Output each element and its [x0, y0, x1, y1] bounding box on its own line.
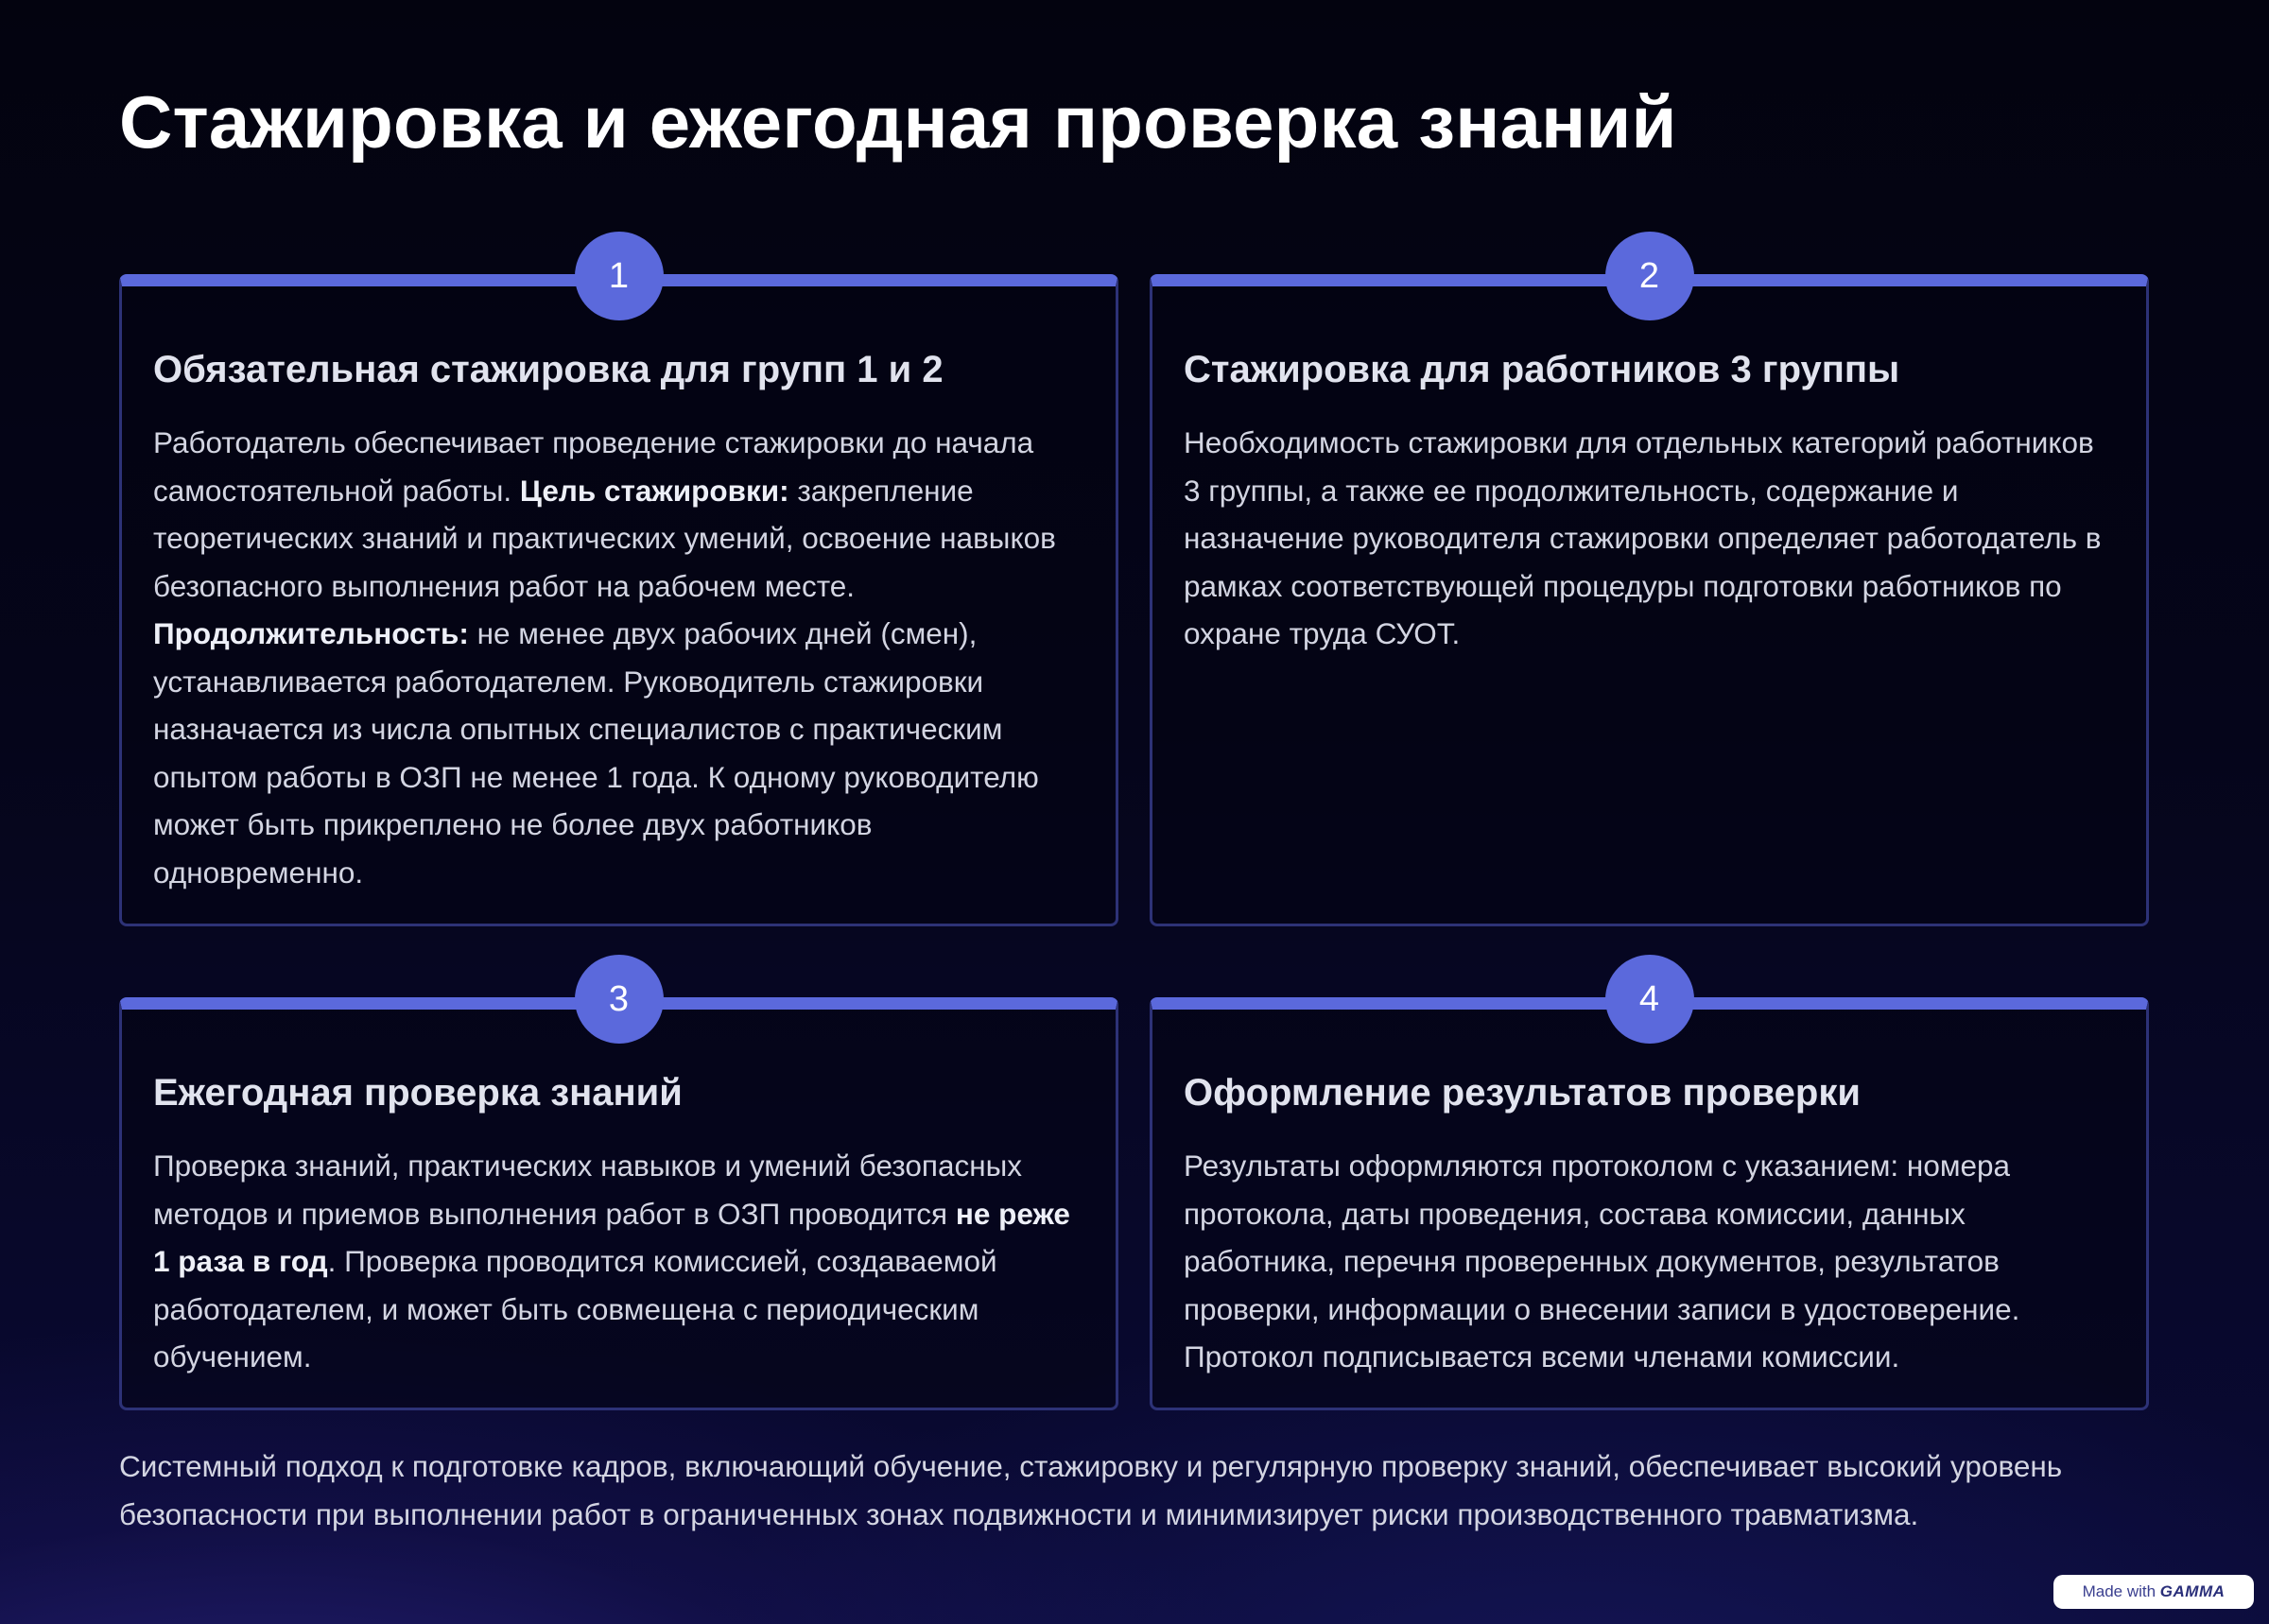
body-text: Работодатель обеспечивает проведение стажировки до начала самостоятельной работы. [153, 425, 1034, 508]
gamma-logo: GAMMA [2159, 1582, 2226, 1600]
made-with-gamma-badge[interactable] [2053, 1575, 2254, 1609]
step-number-badge: 1 [575, 232, 664, 320]
body-text: Проверка знаний, практических навыков и умений безопасных методов и приемов выполнения работ в ОЗП проводится [153, 1149, 1023, 1231]
step-card-4 [1150, 979, 2149, 1410]
step-number-badge: 3 [575, 955, 664, 1044]
body-text: . Проверка проводится комиссией, создаваемой работодателем, и может быть совмещена с периодическим обучением. [153, 1244, 997, 1373]
card-title: Обязательная стажировка для групп 1 и 2 [153, 349, 944, 390]
emphasis-text: не реже 1 раза в год [153, 1196, 1070, 1278]
step-number-badge: 2 [1605, 232, 1694, 320]
emphasis-text: Цель стажировки: [519, 473, 789, 508]
card-body [1184, 1142, 2118, 1381]
body-text: закрепление теоретических знаний и практических умений, освоение навыков безопасного выполнения работ на рабочем месте. [153, 473, 1056, 603]
step-number-badge: 4 [1605, 955, 1694, 1044]
step-card-1 [119, 256, 1118, 926]
card-body [153, 419, 1087, 896]
step-card-2 [1150, 256, 2149, 926]
body-text: не менее двух рабочих дней (смен), устанавливается работодателем. Руководитель стажировки назначается из числа опытных специалистов с практическим опытом работы в ОЗП не менее 1 года. К одному руководителю может быть прикреплено не более двух работников одновременно. [153, 616, 1039, 890]
card-body [153, 1142, 1087, 1381]
card-title: Ежегодная проверка знаний [153, 1072, 683, 1114]
step-card-3 [119, 979, 1118, 1410]
card-body [1184, 419, 2118, 658]
badge-prefix: Made with [2082, 1582, 2156, 1600]
body-text: Результаты оформляются протоколом с указанием: номера протокола, даты проведения, состава комиссии, данных работника, перечня проверенных документов, результатов проверки, информации о внесении записи в удостоверение. Протокол подписывается всеми членами комиссии. [1184, 1149, 2020, 1373]
summary-text: Системный подход к подготовке кадров, включающий обучение, стажировку и регулярную проверку знаний, обеспечивает высокий уровень безопасности при выполнении работ в ограниченных зонах подвижности и минимизирует риски производственного травматизма. [119, 1449, 2063, 1531]
emphasis-text: Продолжительность: [153, 616, 469, 650]
card-title: Стажировка для работников 3 группы [1184, 349, 1900, 390]
card-title: Оформление результатов проверки [1184, 1072, 1861, 1114]
body-text: Необходимость стажировки для отдельных категорий работников 3 группы, а также ее продолжительность, содержание и назначение руководителя стажировки определяет работодатель в рамках соответствующей процедуры подготовки работников по охране труда СУОТ. [1184, 425, 2102, 650]
page-title: Стажировка и ежегодная проверка знаний [119, 80, 1677, 164]
